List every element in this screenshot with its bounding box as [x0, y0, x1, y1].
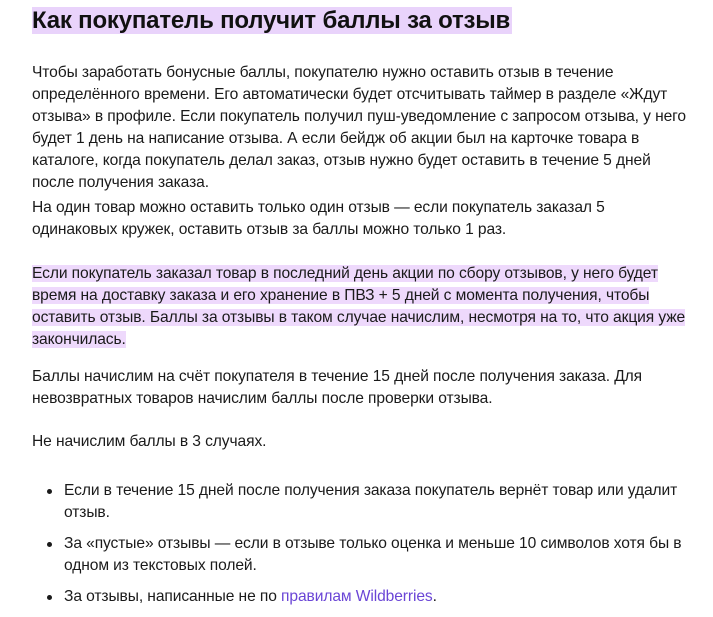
exceptions-list	[32, 480, 697, 617]
paragraph-exceptions-intro: Не начислим баллы в 3 случаях.	[32, 433, 267, 450]
article	[32, 0, 697, 605]
list-item	[32, 533, 697, 577]
list-item	[32, 586, 697, 608]
list-item-suffix: .	[432, 588, 437, 605]
page-title: Как покупатель получит баллы за отзыв	[32, 7, 511, 34]
paragraph-highlighted	[32, 263, 692, 351]
bullet-icon	[47, 542, 52, 547]
title-wrap	[32, 6, 697, 36]
paragraph-timer: Чтобы заработать бонусные баллы, покупателю нужно оставить отзыв в течение определённого времени. Его автоматически будет отсчитывать таймер в разделе «Ждут отзыва» в профиле. Если покупатель получил пуш-уведомление с запросом отзыва, у него будет 1 день на написание отзыва. А если бейдж об акции был на карточке товара в каталоге, когда покупатель делал заказ, отзыв нужно будет оставить в течение 5 дней после получения заказа.	[32, 64, 686, 191]
paragraph-accrual: Баллы начислим на счёт покупателя в течение 15 дней после получения заказа. Для невозвратных товаров начислим баллы после проверки отзыва.	[32, 368, 642, 407]
bullet-icon	[47, 489, 52, 494]
highlighted-text: Если покупатель заказал товар в последний день акции по сбору отзывов, у него будет время на доставку заказа и его хранение в ПВЗ + 5 дней с момента получения, чтобы оставить отзыв. Баллы за отзывы в таком случае начислим, несмотря на то, что акция уже закончилась.	[32, 265, 686, 348]
list-item-text: Если в течение 15 дней после получения заказа покупатель вернёт товар или удалит отзыв.	[64, 482, 678, 521]
bullet-icon	[47, 595, 52, 600]
list-item	[32, 480, 697, 524]
wildberries-rules-link[interactable]: правилам Wildberries	[281, 588, 433, 605]
paragraph-one-review: На один товар можно оставить только один отзыв — если покупатель заказал 5 одинаковых кружек, оставить отзыв за баллы можно только 1 раз.	[32, 199, 605, 238]
list-item-prefix: За отзывы, написанные не по	[64, 588, 282, 605]
list-item-text: За «пустые» отзывы — если в отзыве только оценка и меньше 10 символов хотя бы в одном из текстовых полей.	[64, 535, 682, 574]
